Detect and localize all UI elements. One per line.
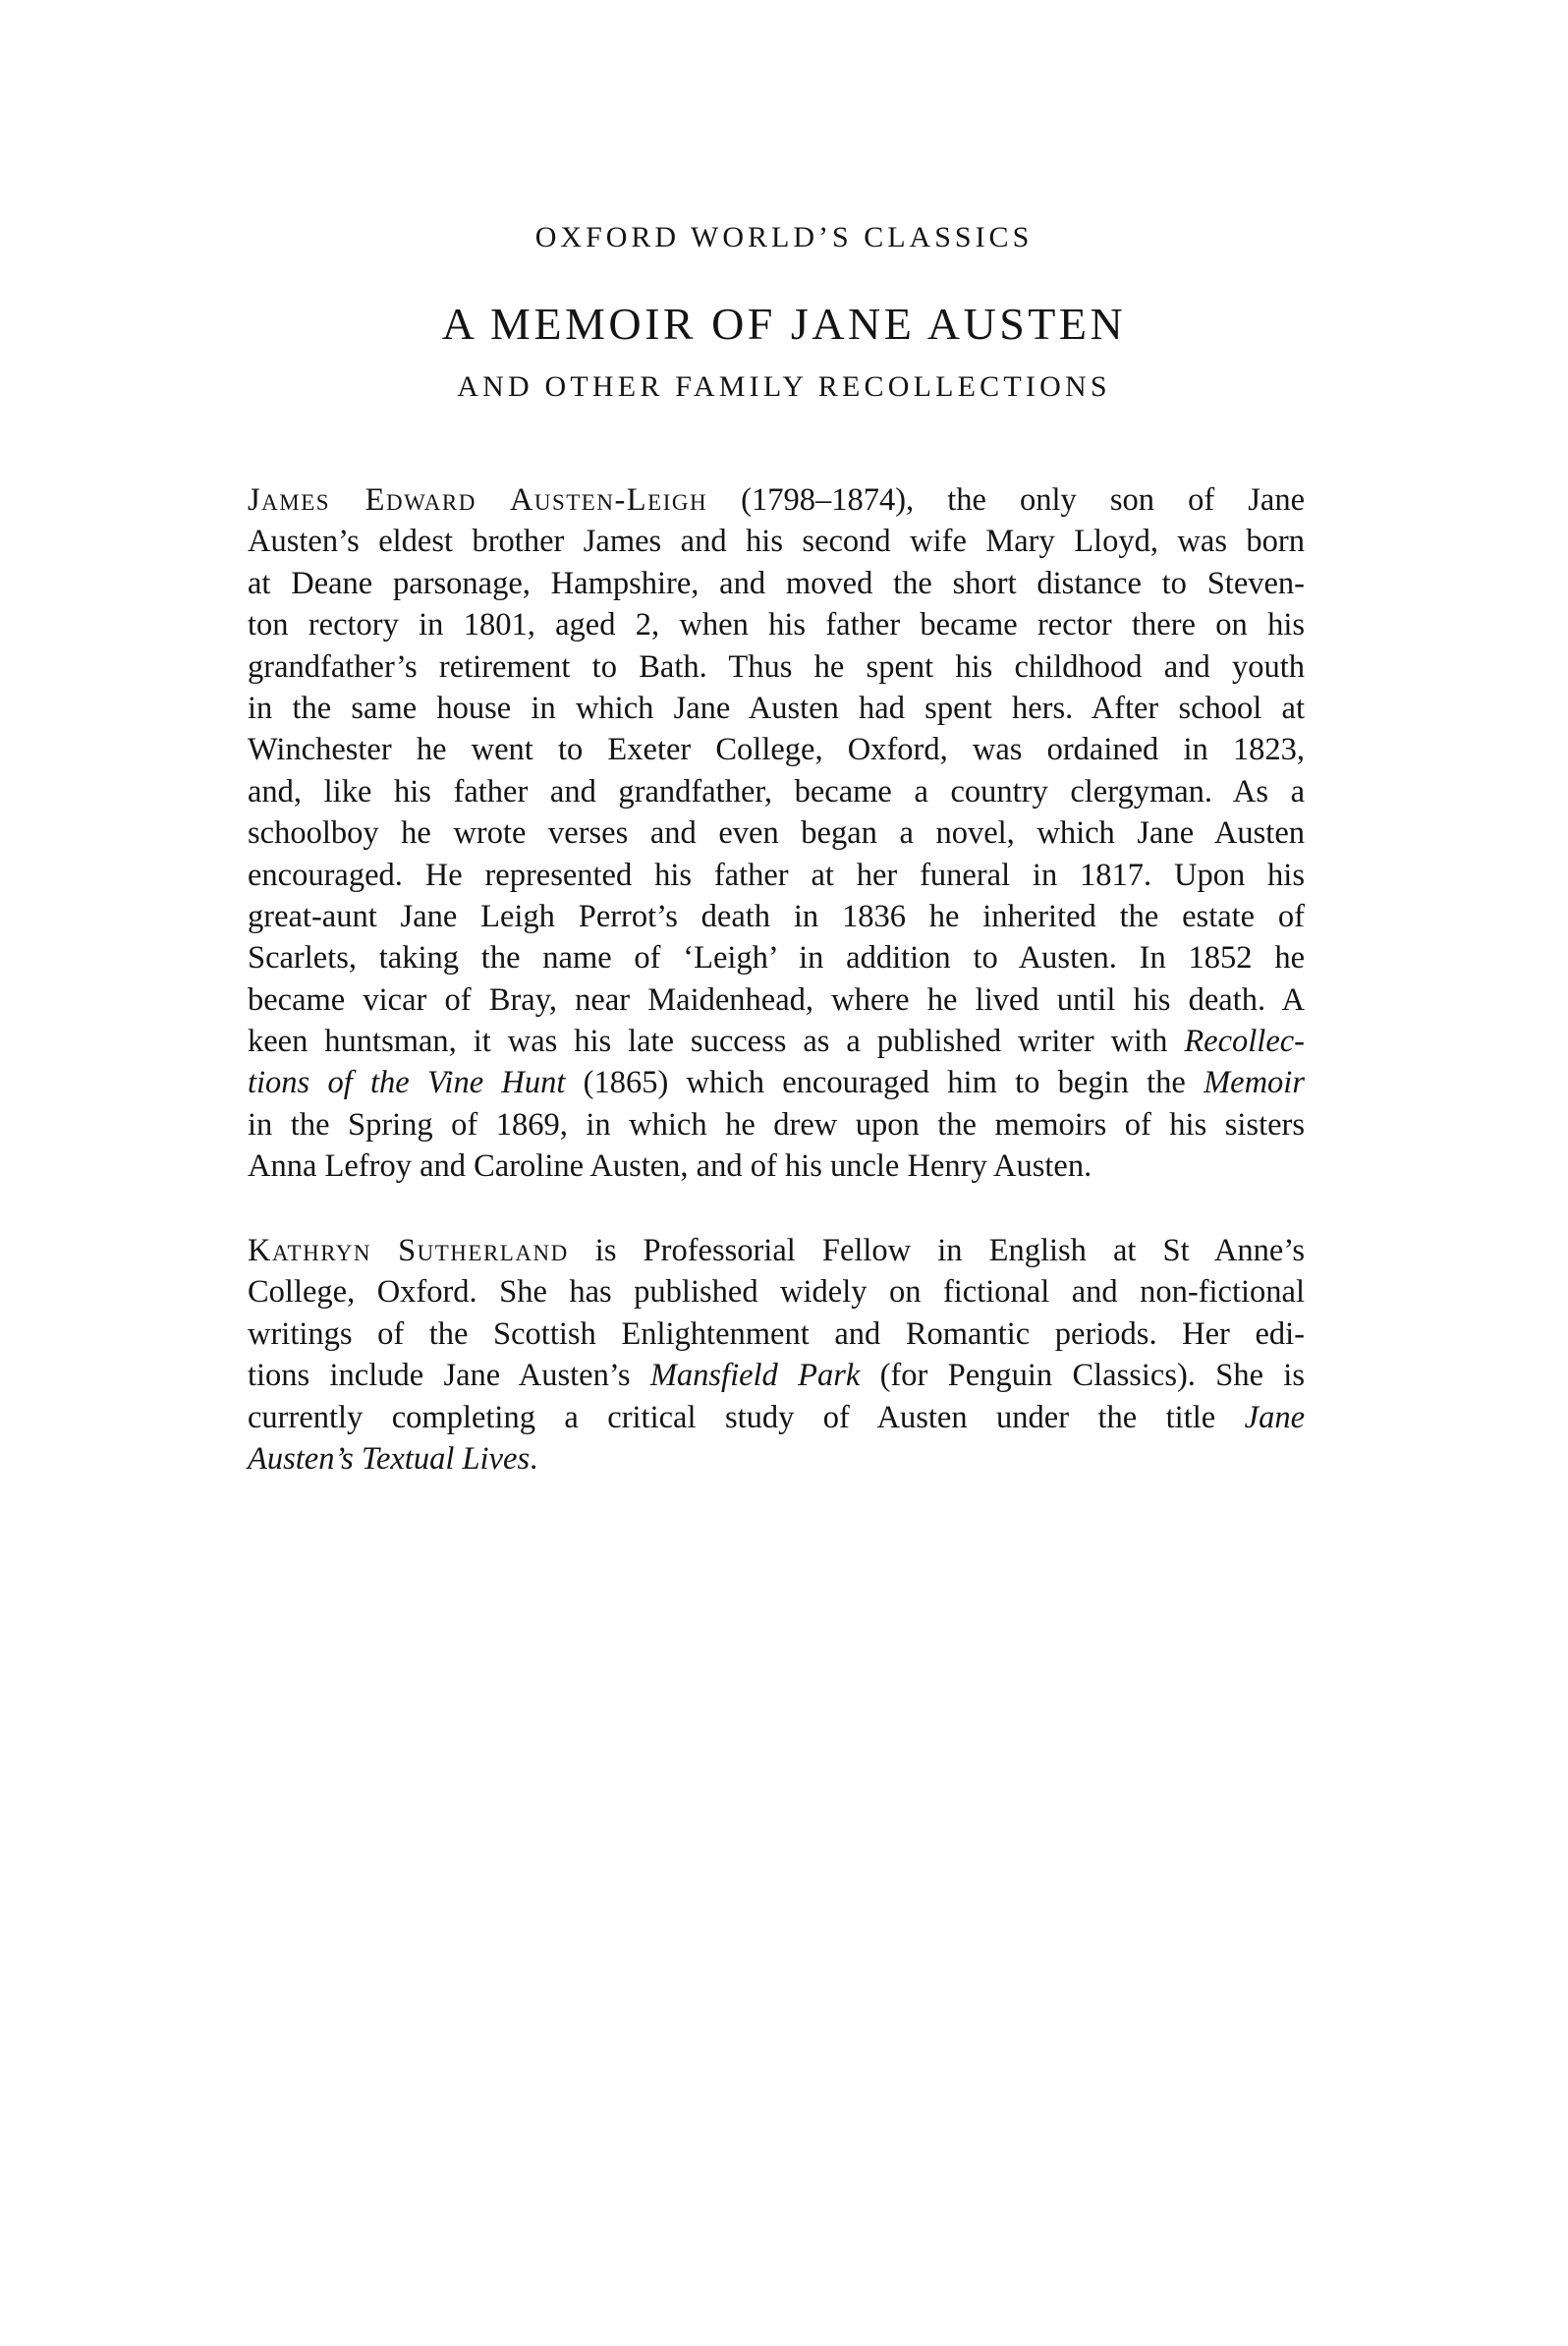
book-reference: Jane [1244, 1399, 1305, 1435]
text-line: and, like his father and grandfather, became a country clergyman. As a [248, 773, 1305, 810]
editor-biography [248, 1230, 1305, 1480]
book-reference: tions of the Vine Hunt [248, 1065, 566, 1101]
text-line: tions include Jane Austen’s Mansfield Park (for Penguin Classics). She is [248, 1358, 1305, 1394]
author-surname: Austen-Leigh [509, 482, 708, 518]
text-line: tions of the Vine Hunt (1865) which encouraged him to begin the Memoir [248, 1065, 1305, 1101]
text-line: Winchester he went to Exeter College, Oxford, was ordained in 1823, [248, 732, 1305, 768]
text-line: keen huntsman, it was his late success as a published writer with Recollec- [248, 1024, 1305, 1060]
series-name: OXFORD WORLD’S CLASSICS [534, 221, 1034, 253]
text-line: became vicar of Bray, near Maidenhead, where he lived until his death. A [248, 981, 1305, 1018]
editor-surname: Sutherland [398, 1233, 569, 1268]
text-line: schoolboy he wrote verses and even began a novel, which Jane Austen [248, 815, 1305, 852]
book-reference: Memoir [1204, 1065, 1305, 1101]
text-line: grandfather’s retirement to Bath. Thus he spent his childhood and youth [248, 648, 1305, 685]
text-line: at Deane parsonage, Hampshire, and moved the short distance to Steven- [248, 565, 1305, 601]
text-line: Austen’s Textual Lives. [248, 1440, 538, 1477]
book-reference: Recollec- [1184, 1024, 1305, 1060]
text-line: encouraged. He represented his father at her funeral in 1817. Upon his [248, 857, 1305, 893]
book-title: A MEMOIR OF JANE AUSTEN [441, 299, 1127, 349]
book-reference: Mansfield Park [649, 1358, 861, 1394]
text-line: ton rectory in 1801, aged 2, when his father became rector there on his [248, 607, 1305, 643]
editor-name: Kathryn [248, 1233, 371, 1268]
author-biography [248, 479, 1305, 1188]
text-line: Scarlets, taking the name of ‘Leigh’ in addition to Austen. In 1852 he [248, 940, 1305, 977]
text-line: Anna Lefroy and Caroline Austen, and of his uncle Henry Austen. [248, 1148, 1092, 1185]
book-subtitle: AND OTHER FAMILY RECOLLECTIONS [457, 370, 1111, 403]
text-line: great-aunt Jane Leigh Perrot’s death in 1836 he inherited the estate of [248, 898, 1305, 934]
text-line: James Edward Austen-Leigh (1798–1874), the only son of Jane [248, 482, 1305, 518]
text-line: Kathryn Sutherland is Professorial Fellow in English at St Anne’s [248, 1233, 1306, 1268]
text-line: writings of the Scottish Enlightenment and Romantic periods. Her edi- [248, 1315, 1305, 1352]
text-line: College, Oxford. She has published widely on fictional and non-fictional [248, 1274, 1305, 1311]
text-line: in the Spring of 1869, in which he drew upon the memoirs of his sisters [248, 1106, 1305, 1143]
text-line: currently completing a critical study of Austen under the title Jane [248, 1399, 1305, 1435]
text-line: in the same house in which Jane Austen had spent hers. After school at [248, 690, 1305, 726]
author-name: James Edward [248, 482, 476, 518]
text-line: Austen’s eldest brother James and his second wife Mary Lloyd, was born [248, 524, 1305, 560]
book-reference: Austen’s Textual Lives [248, 1440, 531, 1477]
